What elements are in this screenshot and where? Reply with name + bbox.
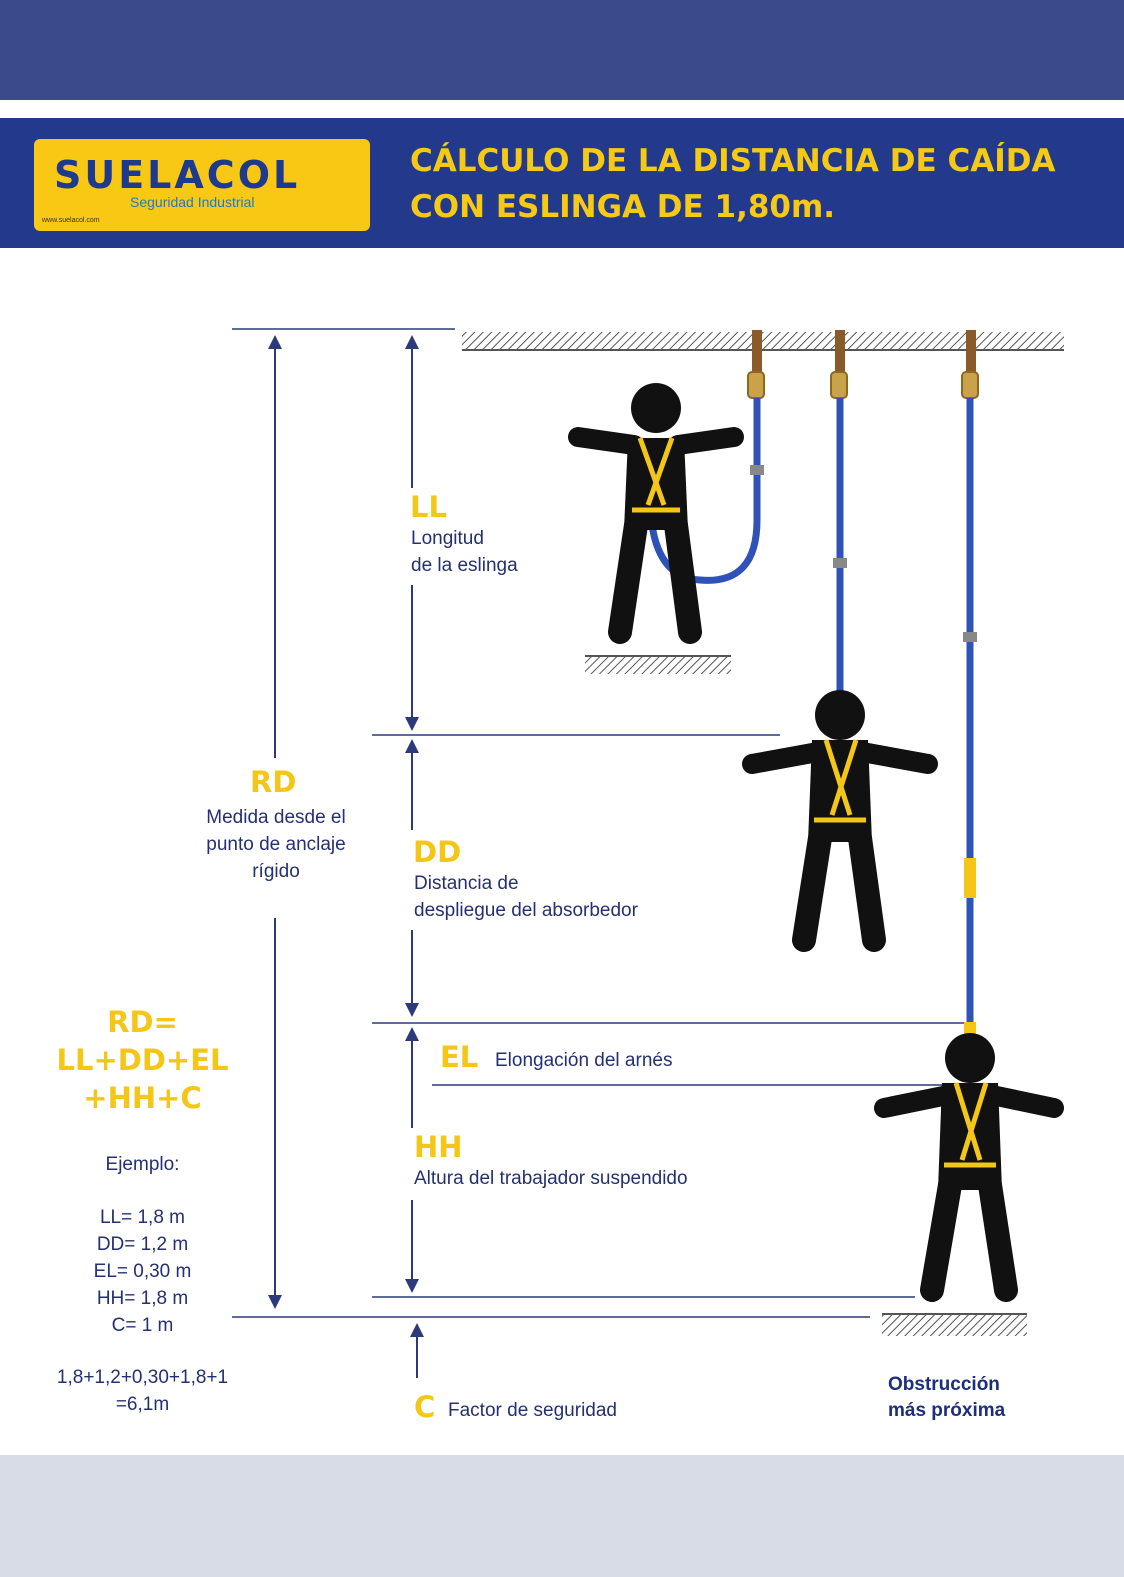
lanyard-2-clip (833, 558, 847, 568)
shock-absorber-deployed (964, 858, 976, 898)
title-line-2: CON ESLINGA DE 1,80m. (410, 189, 836, 225)
example-sum (10, 1364, 275, 1418)
obstruction-line-1: Obstrucción (888, 1374, 1000, 1395)
example-el: EL= 0,30 m (93, 1261, 192, 1282)
brand-url: www.suelacol.com (42, 217, 100, 224)
formula-line-1: RD= (107, 1005, 178, 1039)
dd-code: DD (413, 835, 462, 869)
example-title: Ejemplo: (105, 1154, 180, 1175)
example-dd: DD= 1,2 m (96, 1234, 189, 1255)
example-sum-line-1: 1,8+1,2+0,30+1,8+1 (56, 1367, 229, 1388)
c-description: Factor de seguridad (448, 1400, 617, 1421)
ll-description (411, 525, 518, 579)
example-c: C= 1 m (111, 1315, 174, 1336)
brand-name: SUELACOL (54, 153, 301, 197)
lanyard-3-clip (963, 632, 977, 642)
obstruction-line-2: más próxima (888, 1400, 1006, 1421)
obstruction-label (888, 1372, 1005, 1424)
example-sum-line-2: =6,1m (115, 1394, 170, 1415)
title-line-1: CÁLCULO DE LA DISTANCIA DE CAÍDA (410, 143, 1056, 179)
dd-desc-line-2: despliegue del absorbedor (414, 900, 638, 921)
rd-desc-line-3: rígido (252, 861, 300, 882)
rd-desc-line-1: Medida desde el (206, 807, 346, 828)
c-code: C (414, 1390, 436, 1424)
worker-arrested-figure (752, 690, 928, 940)
brand-tagline: Seguridad Industrial (130, 194, 255, 210)
example-hh: HH= 1,8 m (96, 1288, 189, 1309)
hh-code: HH (414, 1130, 463, 1164)
ll-code: LL (410, 490, 447, 524)
rd-description (176, 804, 376, 885)
ll-desc-line-2: de la eslinga (411, 555, 518, 576)
obstruction-platform (882, 1314, 1027, 1336)
el-description: Elongación del arnés (495, 1050, 673, 1071)
ll-desc-line-1: Longitud (411, 528, 484, 549)
rd-desc-line-2: punto de anclaje (206, 834, 346, 855)
rd-formula (40, 1003, 245, 1117)
dd-desc-line-1: Distancia de (414, 873, 519, 894)
dd-description (414, 870, 638, 924)
worker-suspended-figure (884, 1033, 1054, 1290)
formula-line-2: LL+DD+EL (56, 1043, 229, 1077)
rd-code: RD (250, 765, 297, 799)
hh-description: Altura del trabajador suspendido (414, 1168, 688, 1189)
example-values (40, 1204, 245, 1339)
el-code: EL (440, 1040, 479, 1074)
lanyard-1-clip (750, 465, 764, 475)
formula-line-3: +HH+C (83, 1081, 202, 1115)
example-ll: LL= 1,8 m (99, 1207, 186, 1228)
floor-platform-1 (585, 656, 731, 674)
